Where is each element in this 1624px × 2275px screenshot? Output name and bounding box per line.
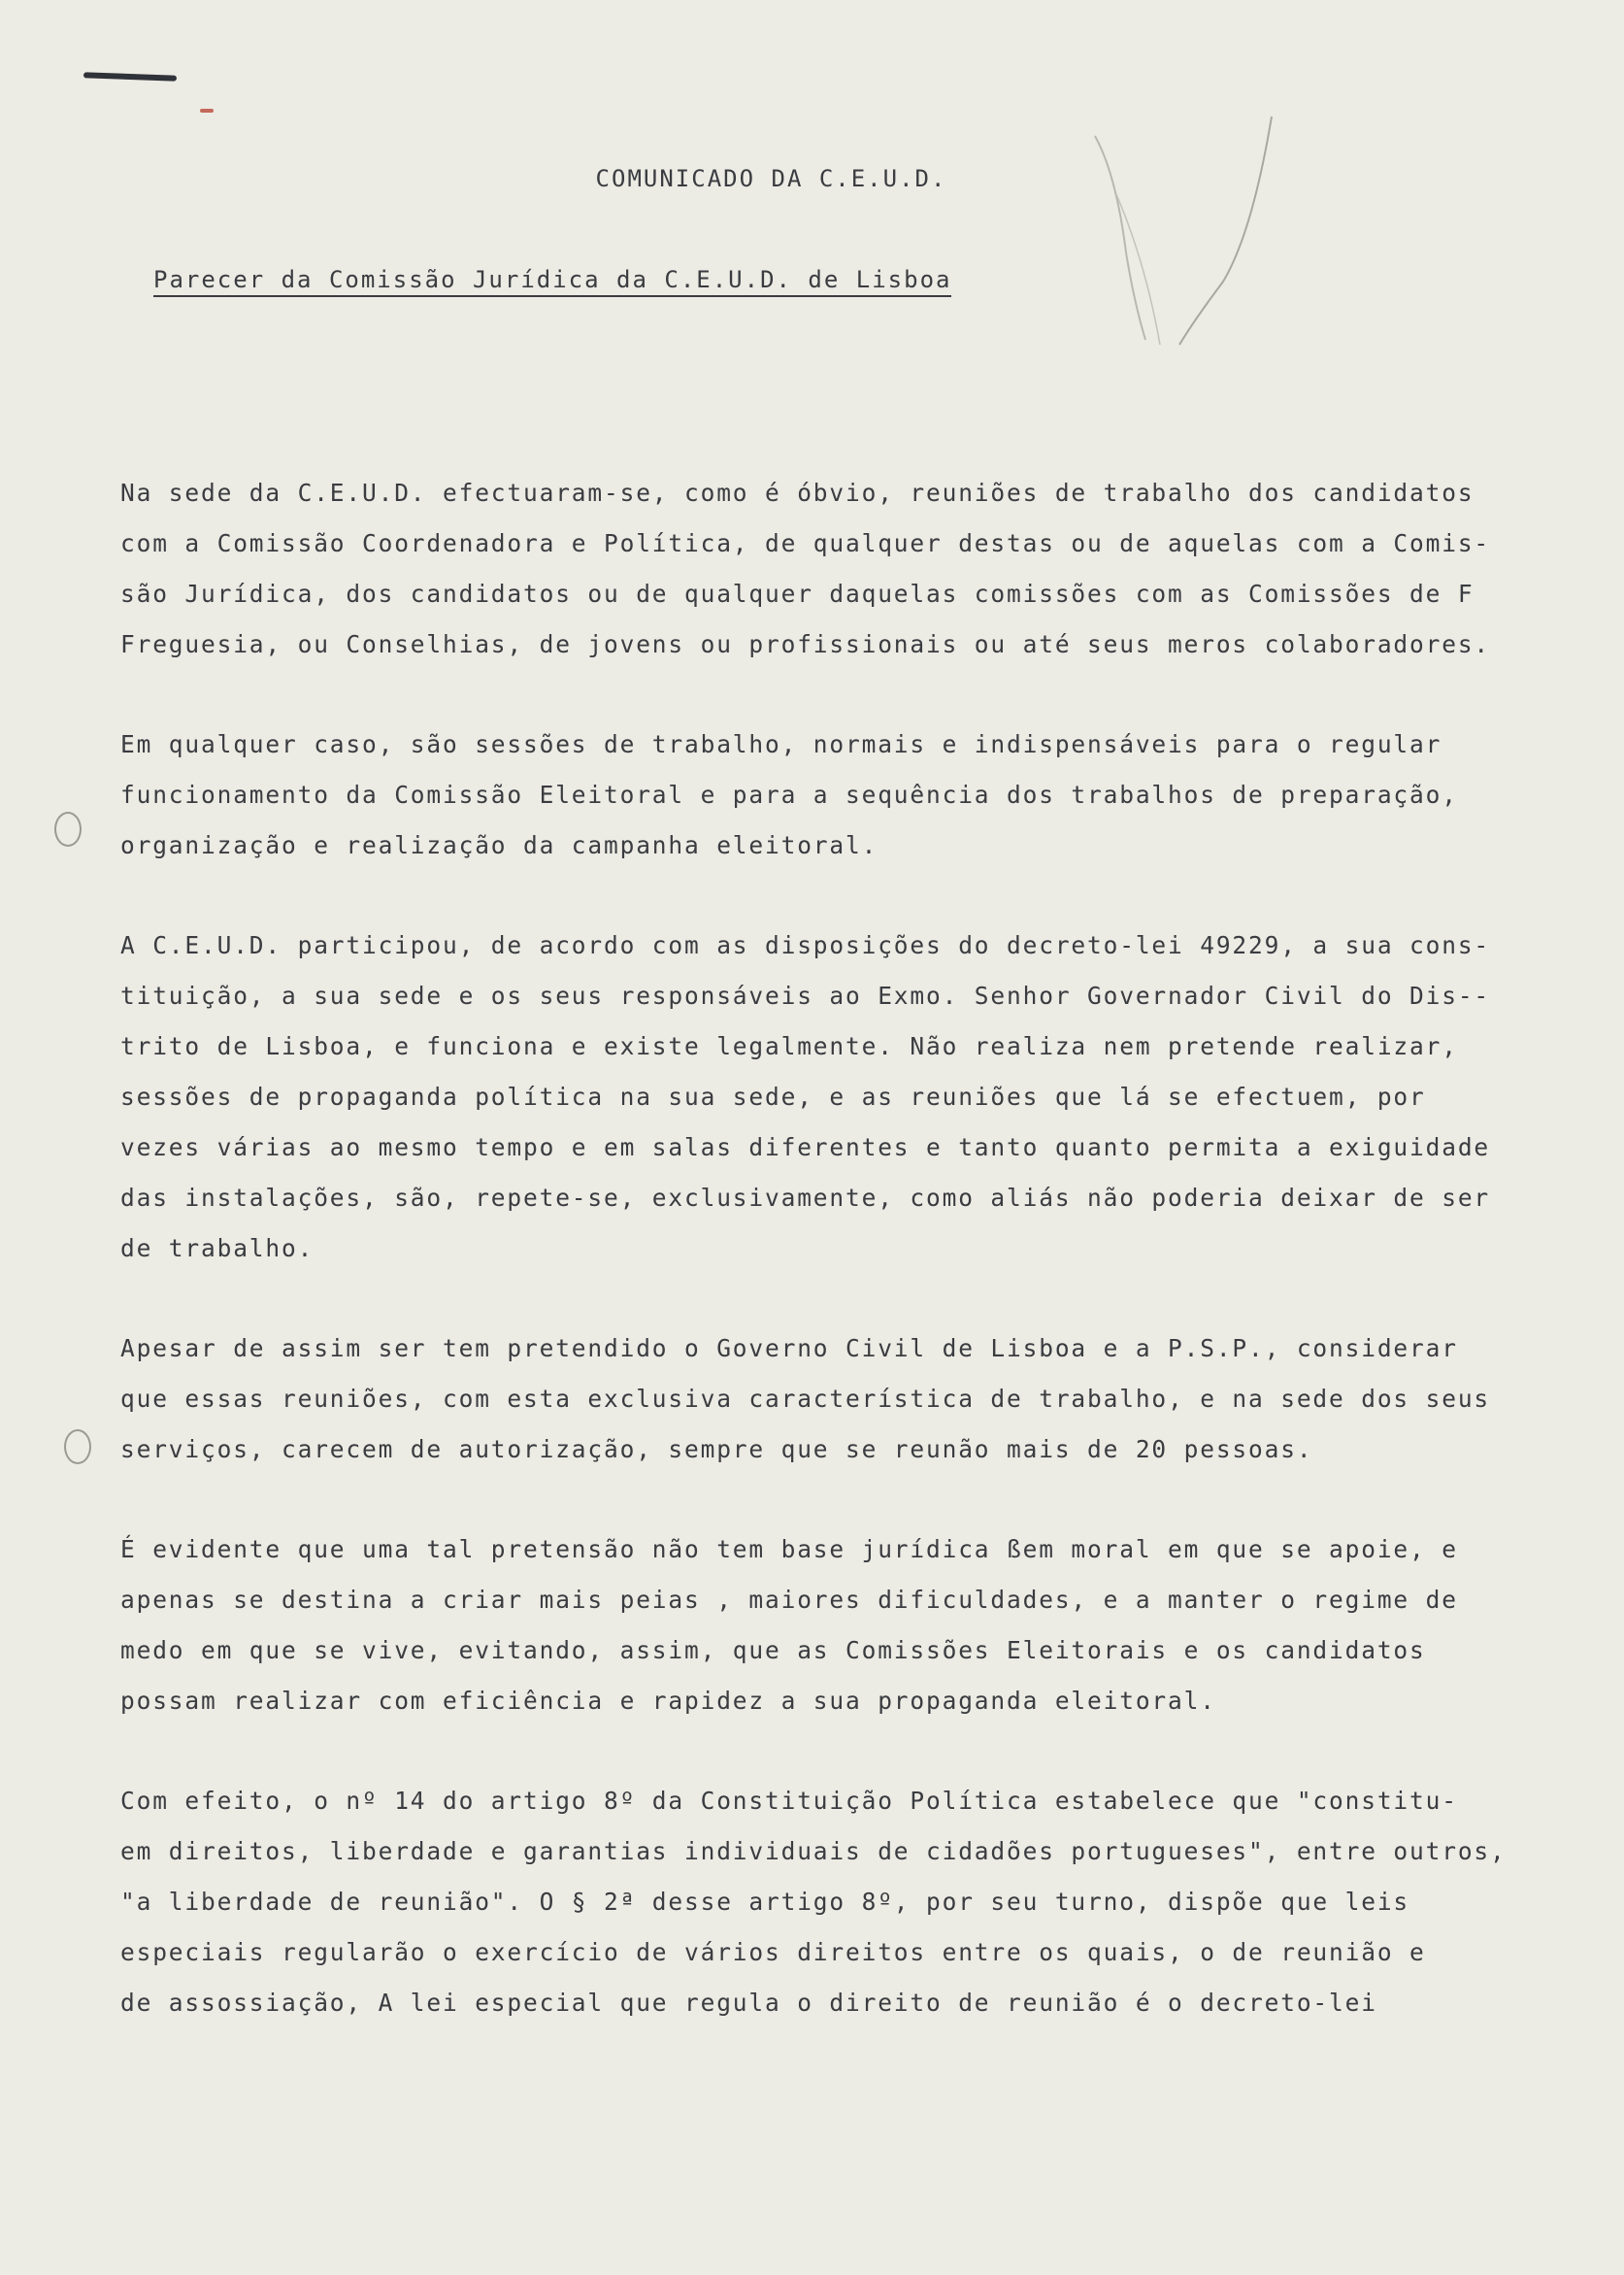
paragraph-line: organização e realização da campanha eleitoral. (120, 831, 878, 859)
paragraph-line: de trabalho. (120, 1234, 315, 1262)
paragraph-line: em direitos, liberdade e garantias individuais de cidadões portugueses", entre outros, (120, 1837, 1507, 1865)
paragraph-line: "a liberdade de reunião". O § 2ª desse artigo 8º, por seu turno, dispõe que leis (120, 1888, 1410, 1916)
paragraph-line: de assossiação, A lei especial que regula o direito de reunião é o decreto-lei (120, 1989, 1377, 2017)
paragraph-line: funcionamento da Comissão Eleitoral e para a sequência dos trabalhos de preparação, (120, 781, 1458, 809)
paragraph-line: Em qualquer caso, são sessões de trabalho, normais e indispensáveis para o regular (120, 730, 1442, 758)
paragraph-line: Na sede da C.E.U.D. efectuaram-se, como é óbvio, reuniões de trabalho dos candidatos (120, 479, 1475, 507)
punch-hole (64, 1429, 91, 1464)
paragraph-line: Com efeito, o nº 14 do artigo 8º da Constituição Política estabelece que "constitu- (120, 1787, 1458, 1815)
paragraph-line: especiais regularão o exercício de vários direitos entre os quais, o de reunião e (120, 1938, 1426, 1966)
paragraph-line: com a Comissão Coordenadora e Política, de qualquer destas ou de aquelas com a Comis- (120, 529, 1491, 557)
punch-hole (54, 812, 82, 847)
paragraph-line: vezes várias ao mesmo tempo e em salas diferentes e tanto quanto permita a exiguidade (120, 1133, 1491, 1161)
paragraph (120, 1323, 1518, 1475)
paragraph-line: são Jurídica, dos candidatos ou de qualquer daquelas comissões com as Comissões de F (120, 580, 1475, 608)
paragraph-line: possam realizar com eficiência e rapidez a sua propaganda eleitoral. (120, 1687, 1216, 1715)
paragraph-line: sessões de propaganda política na sua sede, e as reuniões que lá se efectuem, por (120, 1083, 1426, 1111)
pencil-check-mark (1087, 117, 1281, 369)
paragraph (120, 1776, 1518, 2028)
document-body (120, 468, 1518, 2078)
paragraph-line: das instalações, são, repete-se, exclusivamente, como aliás não poderia deixar de ser (120, 1184, 1491, 1212)
paragraph-line: A C.E.U.D. participou, de acordo com as disposições do decreto-lei 49229, a sua cons- (120, 931, 1491, 959)
paragraph-line: apenas se destina a criar mais peias , maiores dificuldades, e a manter o regime de (120, 1586, 1458, 1614)
paragraph-line: serviços, carecem de autorização, sempre que se reunão mais de 20 pessoas. (120, 1435, 1313, 1463)
paragraph (120, 719, 1518, 871)
paragraph-line: que essas reuniões, com esta exclusiva característica de trabalho, e na sede dos seus (120, 1385, 1491, 1413)
paragraph (120, 920, 1518, 1274)
paragraph-line: Apesar de assim ser tem pretendido o Governo Civil de Lisboa e a P.S.P., considerar (120, 1334, 1458, 1362)
paragraph-line: Freguesia, ou Conselhias, de jovens ou profissionais ou até seus meros colaboradores. (120, 630, 1491, 658)
paragraph (120, 1524, 1518, 1726)
ink-dash-mark (83, 72, 177, 81)
red-ink-mark (200, 109, 214, 113)
paragraph-line: É evidente que uma tal pretensão não tem base jurídica ßem moral em que se apoie, e (120, 1535, 1458, 1563)
paragraph-line: medo em que se vive, evitando, assim, que as Comissões Eleitorais e os candidatos (120, 1636, 1426, 1664)
paragraph-line: tituição, a sua sede e os seus responsáveis ao Exmo. Senhor Governador Civil do Dis-- (120, 982, 1491, 1010)
document-subtitle: Parecer da Comissão Jurídica da C.E.U.D. de Lisboa (153, 266, 951, 297)
paragraph-line: trito de Lisboa, e funciona e existe legalmente. Não realiza nem pretende realizar, (120, 1032, 1458, 1060)
paragraph (120, 468, 1518, 670)
document-title: COMUNICADO DA C.E.U.D. (595, 165, 947, 192)
